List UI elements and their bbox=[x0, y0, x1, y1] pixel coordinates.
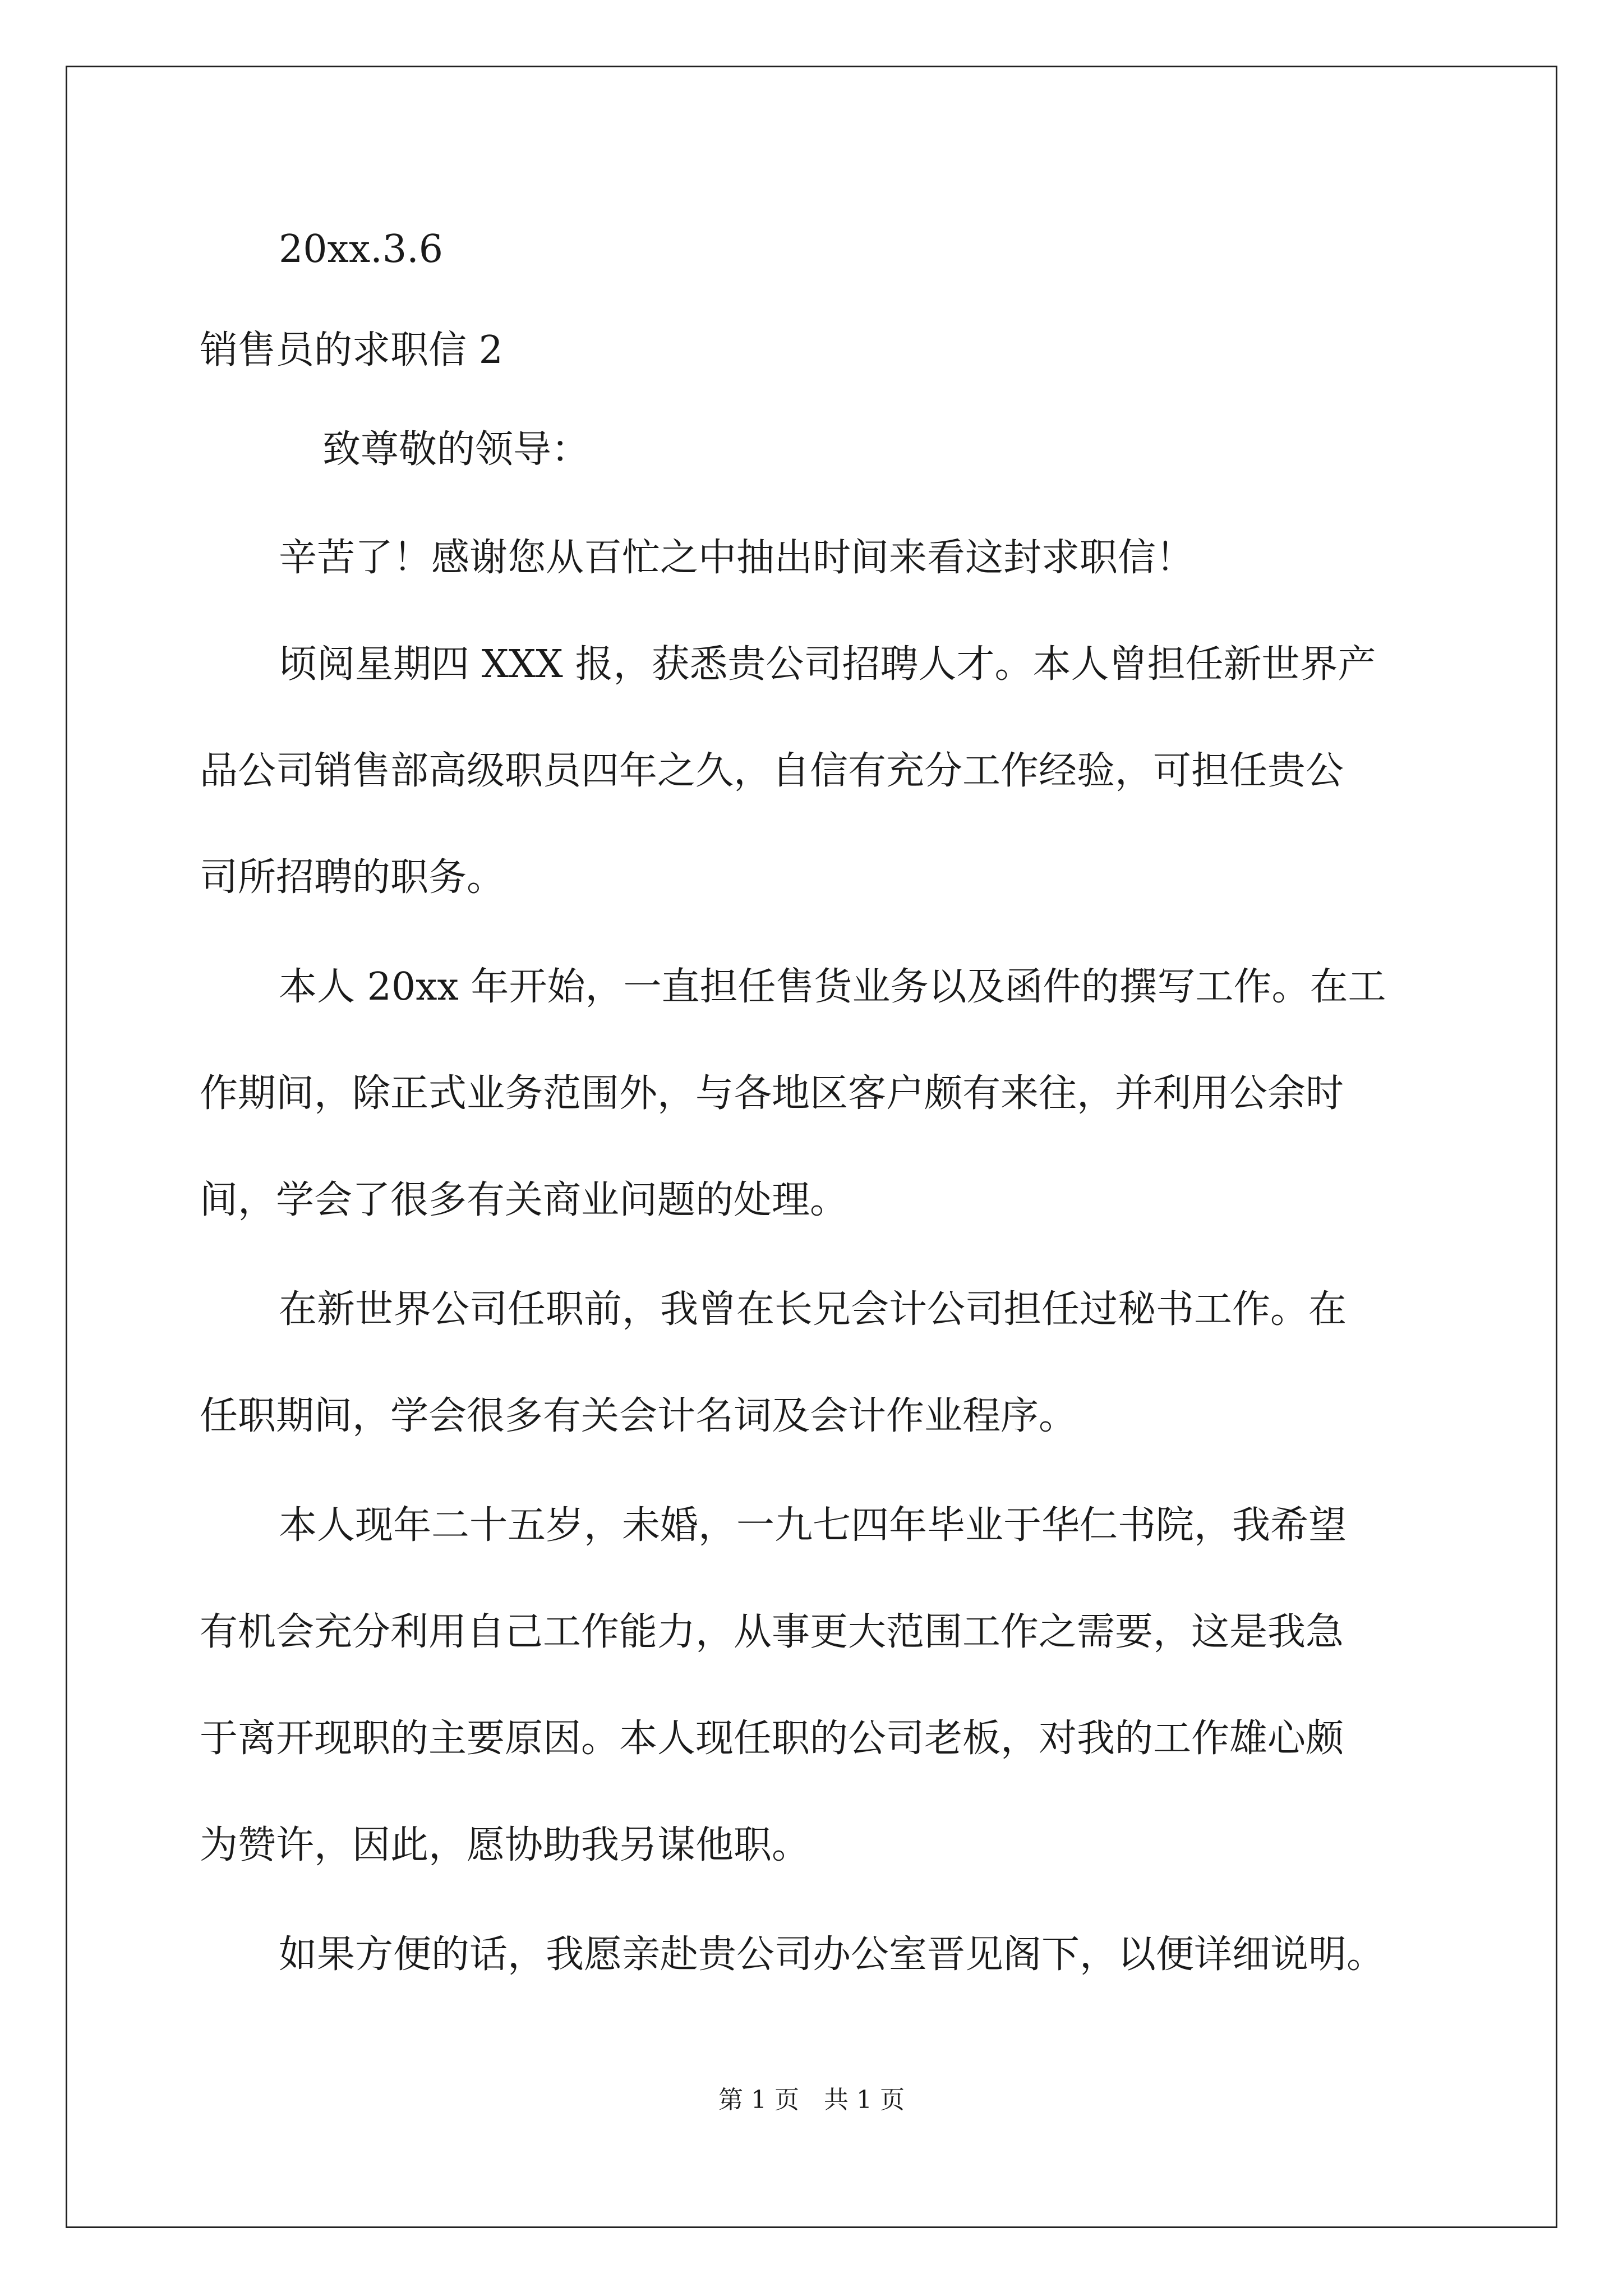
paragraph-line: 任职期间，学会很多有关会计名词及会计作业程序。 bbox=[200, 1394, 1077, 1438]
paragraph-line: 司所招聘的职务。 bbox=[200, 855, 505, 900]
paragraph-line: 本人 20xx 年开始，一直担任售货业务以及函件的撰写工作。在工 bbox=[279, 965, 1386, 1009]
paragraph-line: 如果方便的话，我愿亲赴贵公司办公室晋见阁下，以便详细说明。 bbox=[279, 1932, 1385, 1977]
paragraph-line: 有机会充分利用自己工作能力，从事更大范围工作之需要，这是我急 bbox=[200, 1610, 1344, 1654]
paragraph-line: 作期间，除正式业务范围外，与各地区客户颇有来往，并利用公余时 bbox=[200, 1071, 1344, 1116]
date-line: 20xx.3.6 bbox=[279, 227, 443, 272]
paragraph-line: 在新世界公司任职前，我曾在长兄会计公司担任过秘书工作。在 bbox=[279, 1287, 1347, 1332]
salutation: 致尊敬的领导： bbox=[322, 427, 590, 472]
paragraph-line: 间，学会了很多有关商业问题的处理。 bbox=[200, 1178, 849, 1222]
paragraph-line: 为赞许，因此，愿协助我另谋他职。 bbox=[200, 1823, 810, 1867]
paragraph-line: 辛苦了！感谢您从百忙之中抽出时间来看这封求职信！ bbox=[279, 536, 1195, 580]
paragraph-line: 顷阅星期四 XXX 报，获悉贵公司招聘人才。本人曾担任新世界产 bbox=[279, 642, 1376, 687]
paragraph-line: 本人现年二十五岁，未婚，一九七四年毕业于华仁书院，我希望 bbox=[279, 1503, 1347, 1548]
paragraph-line: 于离开现职的主要原因。本人现任职的公司老板，对我的工作雄心颇 bbox=[200, 1717, 1344, 1761]
page-number-footer: 第 1 页 共 1 页 bbox=[718, 2086, 905, 2114]
section-title: 销售员的求职信 2 bbox=[200, 328, 503, 372]
paragraph-line: 品公司销售部高级职员四年之久，自信有充分工作经验，可担任贵公 bbox=[200, 749, 1344, 793]
page-border bbox=[66, 66, 1557, 2228]
